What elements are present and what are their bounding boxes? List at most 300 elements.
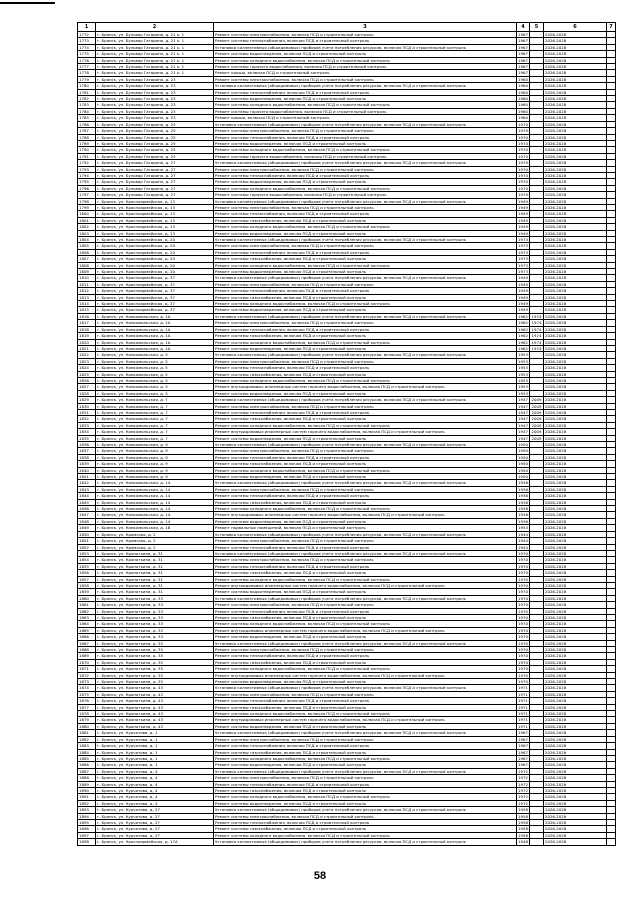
address-cell: г. Брянск, ул. Кропоткина, д. 33 <box>96 608 214 614</box>
row-number-cell: 1898 <box>78 839 96 845</box>
row-number-cell: 1890 <box>78 787 96 793</box>
row-number-cell: 1867 <box>78 640 96 646</box>
planned-period-cell: 2026-2028 <box>544 704 607 710</box>
row-number-cell: 1793 <box>78 166 96 172</box>
address-cell: г. Брянск, ул. Бульвар Гагарина, д. 27 <box>96 192 214 198</box>
build-year-cell: 1972 <box>518 781 528 787</box>
row-number-cell: 1886 <box>78 762 96 768</box>
build-year-cell: 1970 <box>518 666 528 672</box>
work-type-cell: Ремонт системы водоотведения, включая ПСД и строительный контроль <box>214 390 517 396</box>
build-year-cell: 1960 <box>518 76 528 82</box>
build-year-cell: 1970 <box>518 659 528 665</box>
table-row <box>78 313 616 319</box>
build-year-cell: 1970 <box>518 570 528 576</box>
row-number-cell: 1776 <box>78 57 96 63</box>
work-type-cell: Ремонт системы водоотведения, включая ПСД и строительный контроль <box>214 435 517 441</box>
work-type-cell: Ремонт системы электроснабжения, включая ПСД и строительный контроль <box>214 557 517 563</box>
work-type-cell: Ремонт системы холодного водоснабжения, включая ПСД и строительный контроль <box>214 422 517 428</box>
build-year-cell: 1953 <box>518 384 528 390</box>
address-cell: г. Брянск, ул. Комсомольская, д. 1А <box>96 313 214 319</box>
address-cell: г. Брянск, ул. Комсомольская, д. 14 <box>96 486 214 492</box>
planned-period-cell: 2026-2028 <box>544 525 607 531</box>
row-number-cell: 1805 <box>78 243 96 249</box>
address-cell: г. Брянск, ул. Комсомольская, д. 7 <box>96 422 214 428</box>
row-number-cell: 1791 <box>78 153 96 159</box>
address-cell: г. Брянск, ул. Бульвар Гагарина, д. 21 к. 1 <box>96 70 214 76</box>
work-type-cell: Ремонт системы электроснабжения, включая ПСД и строительный контроль <box>214 243 517 249</box>
work-type-cell: Установка коллективных (общедомовых) приборов учета потребления ресурсов, включая ПСД и строительный контроль <box>214 768 517 774</box>
build-year-cell: 1962 <box>518 339 528 345</box>
planned-period-cell: 2026-2028 <box>544 653 607 659</box>
address-cell: г. Брянск, ул. Комсомольская, д. 9 <box>96 467 214 473</box>
table-row <box>78 429 616 435</box>
address-cell: г. Брянск, ул. Комсомольская, д. 9 <box>96 454 214 460</box>
column-header-1: 1 <box>78 23 96 32</box>
planned-period-cell: 2026-2028 <box>544 512 607 518</box>
row-number-cell: 1873 <box>78 679 96 685</box>
build-year-cell: 1949 <box>518 198 528 204</box>
planned-period-cell: 2026-2028 <box>544 198 607 204</box>
address-cell: г. Брянск, ул. Комсомольская, д. 1А <box>96 345 214 351</box>
build-year-cell: 1953 <box>518 365 528 371</box>
address-cell: г. Брянск, ул. Красноармейская, д. 13 <box>96 224 214 230</box>
address-cell: г. Брянск, ул. Комсомольская, д. 7 <box>96 397 214 403</box>
planned-period-cell: 2026-2028 <box>544 582 607 588</box>
address-cell: г. Брянск, ул. Красноармейская, д. 37 <box>96 281 214 287</box>
row-number-cell: 1831 <box>78 409 96 415</box>
build-year-cell: 1958 <box>518 826 528 832</box>
build-year-cell: 1970 <box>518 172 528 178</box>
row-number-cell: 1833 <box>78 422 96 428</box>
empty-cell <box>607 839 616 845</box>
address-cell: г. Брянск, ул. Кропоткина, д. 35 <box>96 640 214 646</box>
work-type-cell: Установка коллективных (общедомовых) приборов учета потребления ресурсов, включая ПСД и строительный контроль <box>214 730 517 736</box>
work-type-cell: Установка коллективных (общедомовых) приборов учета потребления ресурсов, включая ПСД и строительный контроль <box>214 313 517 319</box>
build-year-cell: 1973 <box>518 256 528 262</box>
build-year-cell: 1936 <box>518 506 528 512</box>
planned-period-cell: 2026-2028 <box>544 743 607 749</box>
address-cell: г. Брянск, ул. Красноармейская, д. 13 <box>96 211 214 217</box>
work-type-cell: Ремонт системы водоотведения, включая ПСД и строительный контроль <box>214 51 517 57</box>
reconstruction-year-cell: 2009 <box>530 397 544 403</box>
work-type-cell: Установка коллективных (общедомовых) приборов учета потребления ресурсов, включая ПСД и строительный контроль <box>214 839 517 845</box>
work-type-cell: Ремонт системы газоснабжения, включая ПСД и строительный контроль <box>214 461 517 467</box>
work-type-cell: Установка коллективных (общедомовых) приборов учета потребления ресурсов, включая ПСД и строительный контроль <box>214 480 517 486</box>
address-cell: г. Брянск, ул. Красноармейская, д. 13 <box>96 204 214 210</box>
address-cell: г. Брянск, ул. Кропоткина, д. 43 <box>96 711 214 717</box>
work-type-cell: Ремонт системы газоснабжения, включая ПСД и строительный контроль <box>214 826 517 832</box>
work-type-cell: Ремонт системы газоснабжения, включая ПСД и строительный контроль <box>214 570 517 576</box>
row-number-cell: 1817 <box>78 320 96 326</box>
work-type-cell: Установка коллективных (общедомовых) приборов учета потребления ресурсов, включая ПСД и строительный контроль <box>214 807 517 813</box>
row-number-cell: 1860 <box>78 595 96 601</box>
row-number-cell: 1857 <box>78 576 96 582</box>
planned-period-cell: 2026-2028 <box>544 807 607 813</box>
row-number-cell: 1837 <box>78 448 96 454</box>
row-number-cell: 1862 <box>78 608 96 614</box>
planned-period-cell: 2026-2028 <box>544 723 607 729</box>
planned-period-cell: 2026-2028 <box>544 313 607 319</box>
table-row <box>78 326 616 332</box>
work-type-cell: Ремонт системы холодного водоснабжения, включая ПСД и строительный контроль <box>214 666 517 672</box>
table-row <box>78 345 616 351</box>
planned-period-cell: 2026-2028 <box>544 288 607 294</box>
planned-period-cell: 2026-2028 <box>544 685 607 691</box>
address-cell: г. Брянск, ул. Красноармейская, д. 37 <box>96 301 214 307</box>
planned-period-cell: 2026-2028 <box>544 762 607 768</box>
build-year-cell: 1960 <box>518 102 528 108</box>
work-type-cell: Установка коллективных (общедомовых) приборов учета потребления ресурсов, включая ПСД и строительный контроль <box>214 121 517 127</box>
planned-period-cell: 2026-2028 <box>544 326 607 332</box>
address-cell: г. Брянск, ул. Курчатова, д. 1 <box>96 755 214 761</box>
work-type-cell: Ремонт внутридомовых инженерных систем горячего водоснабжения, включая ПСД и строительный контроль <box>214 717 517 723</box>
build-year-cell: 1970 <box>518 563 528 569</box>
address-cell: г. Брянск, ул. Бульвар Гагарина, д. 27 <box>96 172 214 178</box>
build-year-cell: 1967 <box>518 730 528 736</box>
row-number-cell: 1840 <box>78 467 96 473</box>
build-year-cell: 1970 <box>518 621 528 627</box>
build-year-cell: 1970 <box>518 134 528 140</box>
work-type-cell: Ремонт системы холодного водоснабжения, включая ПСД и строительный контроль <box>214 832 517 838</box>
work-type-cell: Ремонт системы теплоснабжения, включая ПСД и строительный контроль <box>214 608 517 614</box>
planned-period-cell: 2026-2028 <box>544 397 607 403</box>
build-year-cell: 1970 <box>518 627 528 633</box>
row-number-cell: 1853 <box>78 550 96 556</box>
build-year-cell: 1970 <box>518 140 528 146</box>
planned-period-cell: 2026-2028 <box>544 550 607 556</box>
address-cell: г. Брянск, ул. Кропоткина, д. 31 <box>96 570 214 576</box>
row-number-cell: 1892 <box>78 800 96 806</box>
work-type-cell: Ремонт системы водоотведения, включая ПСД и строительный контроль <box>214 96 517 102</box>
table-row <box>78 339 616 345</box>
row-number-cell: 1802 <box>78 224 96 230</box>
planned-period-cell: 2026-2028 <box>544 70 607 76</box>
planned-period-cell: 2026-2028 <box>544 44 607 50</box>
build-year-cell: 1972 <box>518 800 528 806</box>
work-type-cell: Установка коллективных (общедомовых) приборов учета потребления ресурсов, включая ПСД и строительный контроль <box>214 531 517 537</box>
work-type-cell: Ремонт системы электроснабжения, включая ПСД и строительный контроль <box>214 448 517 454</box>
row-number-cell: 1848 <box>78 518 96 524</box>
reconstruction-year-cell: 2009 <box>530 435 544 441</box>
table-row <box>78 320 616 326</box>
work-type-cell: Ремонт системы теплоснабжения, включая ПСД и строительный контроль <box>214 743 517 749</box>
row-number-cell: 1789 <box>78 140 96 146</box>
build-year-cell: 1947 <box>518 435 528 441</box>
build-year-cell: 1971 <box>518 704 528 710</box>
build-year-cell: 1950 <box>518 467 528 473</box>
build-year-cell: 1950 <box>518 442 528 447</box>
build-year-cell: 1949 <box>518 294 528 300</box>
work-type-cell: Ремонт системы водоотведения, включая ПСД и строительный контроль <box>214 723 517 729</box>
planned-period-cell: 2026-2028 <box>544 595 607 601</box>
build-year-cell: 1967 <box>518 51 528 57</box>
work-type-cell: Ремонт системы водоотведения, включая ПСД и строительный контроль <box>214 762 517 768</box>
address-cell: г. Брянск, ул. Красноармейская, д. 13 <box>96 217 214 223</box>
row-number-cell: 1855 <box>78 563 96 569</box>
address-cell: г. Брянск, ул. Кропоткина, д. 35 <box>96 679 214 685</box>
row-number-cell: 1876 <box>78 698 96 704</box>
work-type-cell: Установка коллективных (общедомовых) приборов учета потребления ресурсов, включая ПСД и строительный контроль <box>214 397 517 403</box>
address-cell: г. Брянск, ул. Красноармейская, д. 37 <box>96 294 214 300</box>
planned-period-cell: 2026-2028 <box>544 448 607 454</box>
row-number-cell: 1813 <box>78 294 96 300</box>
work-type-cell: Ремонт системы водоотведения, включая ПСД и строительный контроль <box>214 307 517 313</box>
address-cell: г. Брянск, ул. Курчатова, д. 1 <box>96 762 214 768</box>
row-number-cell: 1822 <box>78 352 96 358</box>
address-cell: г. Брянск, ул. Красноармейская, д. 17А <box>96 839 214 845</box>
work-type-cell: Ремонт системы холодного водоснабжения, включая ПСД и строительный контроль <box>214 262 517 268</box>
build-year-cell: 1949 <box>518 217 528 223</box>
address-cell: г. Брянск, ул. Комсомольская, д. 18 <box>96 525 214 531</box>
address-cell: г. Брянск, ул. Бульвар Гагарина, д. 25 <box>96 153 214 159</box>
row-number-cell: 1879 <box>78 717 96 723</box>
column-header-7: 7 <box>607 23 616 32</box>
work-type-cell: Ремонт системы теплоснабжения, включая ПСД и строительный контроль <box>214 454 517 460</box>
planned-period-cell: 2026-2028 <box>544 128 607 134</box>
work-type-cell: Ремонт системы водоотведения, включая ПСД и строительный контроль <box>214 518 517 524</box>
address-cell: г. Брянск, ул. Кропоткина, д. 31 <box>96 576 214 582</box>
build-year-cell: 1948 <box>518 839 528 845</box>
build-year-cell: 1949 <box>518 230 528 236</box>
planned-period-cell: 2026-2028 <box>544 409 607 415</box>
build-year-cell: 1953 <box>518 358 528 364</box>
work-type-cell: Ремонт системы холодного водоснабжения, включая ПСД и строительный контроль <box>214 339 517 345</box>
work-type-cell: Ремонт системы теплоснабжения, включая ПСД и строительный контроль <box>214 211 517 217</box>
work-type-cell: Ремонт системы электроснабжения, включая ПСД и строительный контроль <box>214 281 517 287</box>
address-cell: г. Брянск, ул. Комсомольская, д. 5 <box>96 365 214 371</box>
address-cell: г. Брянск, ул. Комсомольская, д. 5 <box>96 352 214 358</box>
address-cell: г. Брянск, ул. Курчатова, д. 27 <box>96 807 214 813</box>
address-cell: г. Брянск, ул. Курчатова, д. 27 <box>96 819 214 825</box>
row-number-cell: 1885 <box>78 755 96 761</box>
work-type-cell: Установка коллективных (общедомовых) приборов учета потребления ресурсов, включая ПСД и строительный контроль <box>214 160 517 166</box>
address-cell: г. Брянск, ул. Курчатова, д. 4 <box>96 787 214 793</box>
column-header-3: 3 <box>214 23 517 32</box>
address-cell: г. Брянск, ул. Кропоткина, д. 43 <box>96 698 214 704</box>
row-number-cell: 1858 <box>78 582 96 588</box>
work-type-cell: Установка коллективных (общедомовых) приборов учета потребления ресурсов, включая ПСД и строительный контроль <box>214 550 517 556</box>
planned-period-cell: 2026-2028 <box>544 461 607 467</box>
reconstruction-year-cell: 1974 <box>530 345 544 351</box>
planned-period-cell: 2026-2028 <box>544 358 607 364</box>
reconstruction-year-cell: 1974 <box>530 326 544 332</box>
work-type-cell: Ремонт системы газоснабжения, включая ПСД и строительный контроль <box>214 256 517 262</box>
build-year-cell: 1947 <box>518 397 528 403</box>
row-number-cell: 1796 <box>78 185 96 191</box>
work-type-cell: Ремонт внутридомовых инженерных систем горячего водоснабжения, включая ПСД и строительный контроль <box>214 672 517 678</box>
planned-period-cell: 2026-2028 <box>544 352 607 358</box>
work-type-cell: Ремонт системы теплоснабжения, включая ПСД и строительный контроль <box>214 493 517 499</box>
planned-period-cell: 2026-2028 <box>544 301 607 307</box>
row-number-cell: 1883 <box>78 743 96 749</box>
row-number-cell: 1874 <box>78 685 96 691</box>
row-number-cell: 1891 <box>78 794 96 800</box>
address-cell: г. Брянск, ул. Комсомольская, д. 14 <box>96 480 214 486</box>
row-number-cell: 1823 <box>78 358 96 364</box>
work-type-cell: Ремонт системы электроснабжения, включая ПСД и строительный контроль <box>214 76 517 82</box>
row-number-cell: 1854 <box>78 557 96 563</box>
work-type-cell: Ремонт крыши, включая ПСД и строительный контроль <box>214 115 517 121</box>
row-number-cell: 1775 <box>78 51 96 57</box>
planned-period-cell: 2026-2028 <box>544 371 607 377</box>
row-number-cell: 1784 <box>78 108 96 114</box>
address-cell: г. Брянск, ул. Кропоткина, д. 43 <box>96 704 214 710</box>
address-cell: г. Брянск, ул. Бульвар Гагарина, д. 21 к. 1 <box>96 57 214 63</box>
row-number-cell: 1792 <box>78 160 96 166</box>
planned-period-cell: 2026-2028 <box>544 717 607 723</box>
work-type-cell: Ремонт системы электроснабжения, включая ПСД и строительный контроль <box>214 32 517 38</box>
planned-period-cell: 2026-2028 <box>544 294 607 300</box>
planned-period-cell: 2026-2028 <box>544 826 607 832</box>
work-type-cell: Ремонт системы холодного водоснабжения, включая ПСД и строительный контроль <box>214 506 517 512</box>
row-number-cell: 1861 <box>78 602 96 608</box>
build-year-cell: 1949 <box>518 288 528 294</box>
page-number: 58 <box>313 870 327 882</box>
planned-period-cell: 2026-2028 <box>544 480 607 486</box>
planned-period-cell: 2026-2028 <box>544 422 607 428</box>
row-number-cell: 1798 <box>78 198 96 204</box>
row-number-cell: 1790 <box>78 147 96 153</box>
column-header-2: 2 <box>96 23 214 32</box>
build-year-cell: 1970 <box>518 550 528 556</box>
row-number-cell: 1844 <box>78 493 96 499</box>
work-type-cell: Ремонт системы электроснабжения, включая ПСД и строительный контроль <box>214 204 517 210</box>
planned-period-cell: 2026-2028 <box>544 736 607 742</box>
address-cell: г. Брянск, ул. Комсомольская, д. 7 <box>96 403 214 409</box>
build-year-cell: 1949 <box>518 281 528 287</box>
row-number-cell: 1877 <box>78 704 96 710</box>
planned-period-cell: 2026-2028 <box>544 518 607 524</box>
planned-period-cell: 2026-2028 <box>544 262 607 268</box>
row-number-cell: 1894 <box>78 813 96 819</box>
planned-period-cell: 2026-2028 <box>544 832 607 838</box>
address-cell: г. Брянск, ул. Бульвар Гагарина, д. 23 <box>96 108 214 114</box>
row-number-cell: 1882 <box>78 736 96 742</box>
row-number-cell: 1826 <box>78 377 96 383</box>
work-type-cell: Ремонт системы газоснабжения, включая ПСД и строительный контроль <box>214 499 517 505</box>
address-cell: г. Брянск, ул. Комсомольская, д. 7 <box>96 435 214 441</box>
planned-period-cell: 2026-2028 <box>544 166 607 172</box>
reconstruction-year-cell: 2009 <box>530 403 544 409</box>
row-number-cell: 1841 <box>78 474 96 480</box>
address-cell: г. Брянск, ул. Комсомольская, д. 1А <box>96 339 214 345</box>
address-cell: г. Брянск, ул. Комсомольская, д. 5 <box>96 390 214 396</box>
row-number-cell: 1871 <box>78 666 96 672</box>
work-type-cell: Ремонт системы водоотведения, включая ПСД и строительный контроль <box>214 345 517 351</box>
reconstruction-year-cell: 2009 <box>530 422 544 428</box>
build-year-cell: 1949 <box>518 307 528 313</box>
build-year-cell: 1953 <box>518 525 528 531</box>
address-cell: г. Брянск, ул. Кропоткина, д. 31 <box>96 582 214 588</box>
address-cell: г. Брянск, ул. Комсомольская, д. 7 <box>96 416 214 422</box>
address-cell: г. Брянск, ул. Комсомольская, д. 9 <box>96 474 214 480</box>
build-year-cell: 1949 <box>518 204 528 210</box>
build-year-cell: 1970 <box>518 602 528 608</box>
work-type-cell: Установка коллективных (общедомовых) приборов учета потребления ресурсов, включая ПСД и строительный контроль <box>214 442 517 448</box>
planned-period-cell: 2026-2028 <box>544 775 607 781</box>
work-type-cell: Ремонт системы водоотведения, включая ПСД и строительный контроль <box>214 179 517 185</box>
address-cell: г. Брянск, ул. Курчатова, д. 1 <box>96 736 214 742</box>
planned-period-cell: 2026-2028 <box>544 345 607 351</box>
build-year-cell: 1960 <box>518 108 528 114</box>
planned-period-cell: 2026-2028 <box>544 570 607 576</box>
build-year-cell: 1947 <box>518 409 528 415</box>
planned-period-cell: 2026-2028 <box>544 730 607 736</box>
planned-period-cell: 2026-2028 <box>544 416 607 422</box>
build-year-cell: 1947 <box>518 429 528 435</box>
build-year-cell: 1962 <box>518 313 528 319</box>
address-cell: г. Брянск, ул. Бульвар Гагарина, д. 23 <box>96 89 214 95</box>
table-row <box>78 333 616 339</box>
work-type-cell: Ремонт системы холодного водоснабжения, включая ПСД и строительный контроль <box>214 467 517 473</box>
reconstruction-year-cell: 1974 <box>530 313 544 319</box>
row-number-cell: 1878 <box>78 711 96 717</box>
planned-period-cell: 2026-2028 <box>544 307 607 313</box>
address-cell: г. Брянск, ул. Кропоткина, д. 35 <box>96 647 214 653</box>
address-cell: г. Брянск, ул. Кропоткина, д. 33 <box>96 627 214 633</box>
column-header-6: 6 <box>544 23 607 32</box>
build-year-cell: 1972 <box>518 787 528 793</box>
table-row <box>78 403 616 409</box>
work-type-cell: Ремонт системы горячего водоснабжения, включая ПСД и строительный контроль <box>214 153 517 159</box>
work-type-cell: Ремонт системы холодного водоснабжения, включая ПСД и строительный контроль <box>214 711 517 717</box>
planned-period-cell: 2026-2028 <box>544 89 607 95</box>
planned-period-cell: 2026-2028 <box>544 608 607 614</box>
build-year-cell: 1967 <box>518 32 528 37</box>
build-year-cell: 1967 <box>518 38 528 44</box>
address-cell: г. Брянск, ул. Бульвар Гагарина, д. 21 к. 1 <box>96 38 214 44</box>
build-year-cell: 1960 <box>518 83 528 89</box>
row-number-cell: 1832 <box>78 416 96 422</box>
work-type-cell: Ремонт системы газоснабжения, включая ПСД и строительный контроль <box>214 659 517 665</box>
row-number-cell: 1897 <box>78 832 96 838</box>
row-number-cell: 1806 <box>78 249 96 255</box>
row-number-cell: 1814 <box>78 301 96 307</box>
row-number-cell: 1846 <box>78 506 96 512</box>
planned-period-cell: 2026-2028 <box>544 467 607 473</box>
planned-period-cell: 2026-2028 <box>544 621 607 627</box>
build-year-cell: 1970 <box>518 192 528 198</box>
table-body <box>78 32 616 846</box>
work-type-cell: Ремонт системы теплоснабжения, включая ПСД и строительный контроль <box>214 134 517 140</box>
row-number-cell: 1788 <box>78 134 96 140</box>
address-cell: г. Брянск, ул. Кропоткина, д. 43 <box>96 723 214 729</box>
address-cell: г. Брянск, ул. Бульвар Гагарина, д. 27 <box>96 179 214 185</box>
address-cell: г. Брянск, ул. Красноармейская, д. 20 <box>96 256 214 262</box>
row-number-cell: 1803 <box>78 230 96 236</box>
row-number-cell: 1808 <box>78 262 96 268</box>
planned-period-cell: 2026-2028 <box>544 377 607 383</box>
table-row <box>78 397 616 403</box>
build-year-cell: 1971 <box>518 717 528 723</box>
build-year-cell: 1958 <box>518 832 528 838</box>
address-cell: г. Брянск, ул. Бульвар Гагарина, д. 21 к. 1 <box>96 51 214 57</box>
row-number-cell: 1782 <box>78 96 96 102</box>
address-cell: г. Брянск, ул. Кропоткина, д. 43 <box>96 691 214 697</box>
work-type-cell: Установка коллективных (общедомовых) приборов учета потребления ресурсов, включая ПСД и строительный контроль <box>214 237 517 243</box>
build-year-cell: 1958 <box>518 819 528 825</box>
planned-period-cell: 2026-2028 <box>544 121 607 127</box>
address-cell: г. Брянск, ул. Красноармейская, д. 37 <box>96 275 214 281</box>
build-year-cell: 1953 <box>518 390 528 396</box>
build-year-cell: 1970 <box>518 160 528 166</box>
planned-period-cell: 2026-2028 <box>544 83 607 89</box>
row-number-cell: 1773 <box>78 38 96 44</box>
planned-period-cell: 2026-2028 <box>544 787 607 793</box>
build-year-cell: 1962 <box>518 333 528 339</box>
address-cell: г. Брянск, ул. Комсомольская, д. 7 <box>96 409 214 415</box>
row-number-cell: 1772 <box>78 32 96 38</box>
